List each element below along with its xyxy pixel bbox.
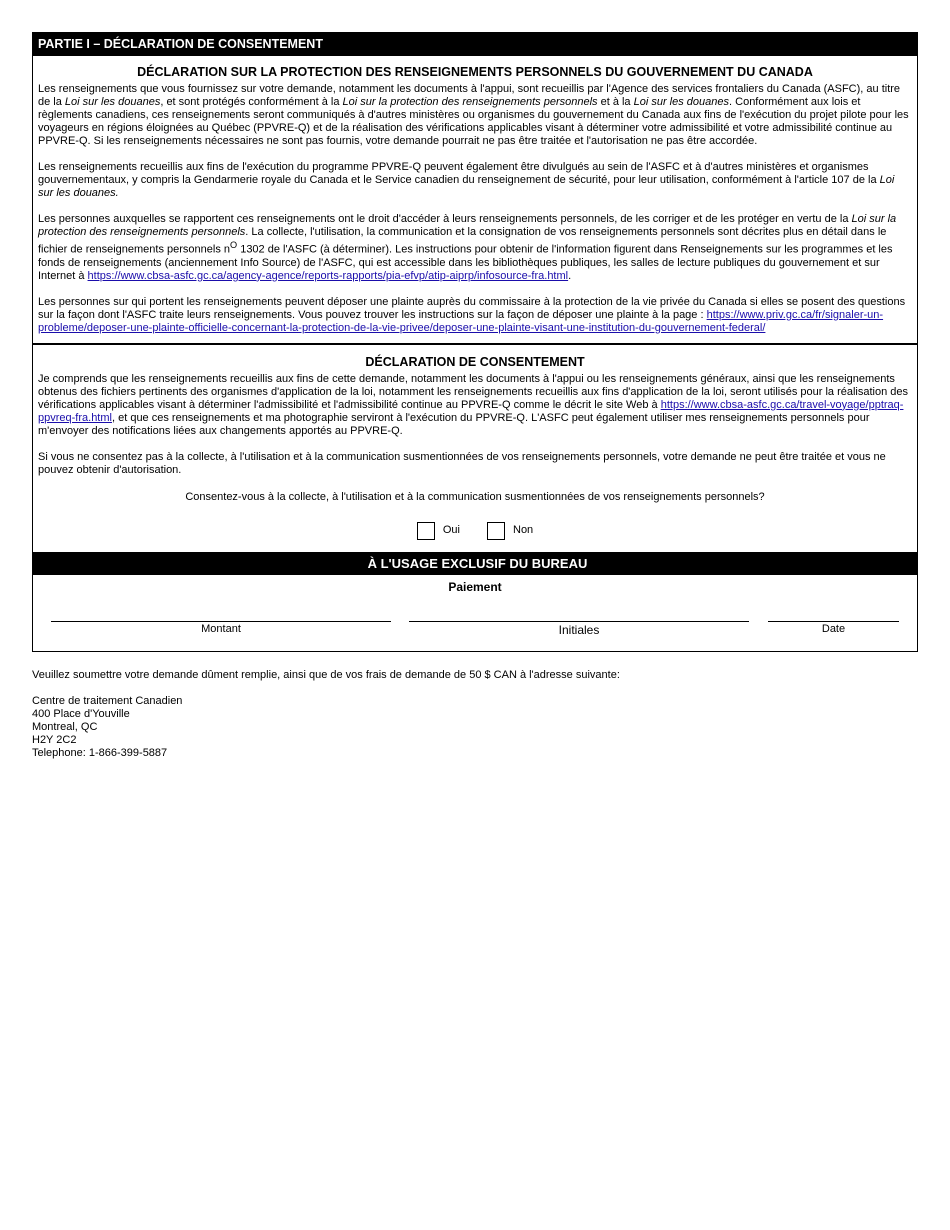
consent-no-checkbox[interactable] xyxy=(487,522,505,540)
privacy-paragraph-2: Les renseignements recueillis aux fins de l'exécution du programme PPVRE-Q peuvent également être divulgués au sein de l'ASFC et à d'autres ministères et organismes gouvernementaux, y compris la Gendarmerie royale du Canada et le Service canadien du renseignement de sécurité, pour leur utilisation, conformément à l'article 107 de la Loi sur les douanes. xyxy=(38,161,895,199)
initials-field[interactable] xyxy=(409,621,749,637)
consent-form xyxy=(32,32,918,652)
address-line: H2Y 2C2 xyxy=(32,734,77,746)
consent-title: DÉCLARATION DE CONSENTEMENT xyxy=(365,354,585,369)
initials-label: Initiales xyxy=(558,622,600,637)
date-field[interactable] xyxy=(768,621,899,635)
consent-paragraph-2: Si vous ne consentez pas à la collecte, à l'utilisation et à la communication susmentionnées de vos renseignements personnels, votre demande ne peut être traitée et vous ne pouvez obtenir d'autorisation. xyxy=(38,450,886,476)
consent-yes-label: Oui xyxy=(442,524,460,537)
consent-yes-option[interactable] xyxy=(417,522,460,540)
privacy-paragraph-4: Les personnes sur qui portent les renseignements peuvent déposer une plainte auprès du commissaire à la protection de la vie privée du Canada si elles se posent des questions sur la façon dont l'ASFC traite leurs renseignements. Vous pouvez trouver les instructions sur la façon de déposer une plainte à la page : https://www.priv.gc.ca/fr/signaler-un-probleme/deposer-une-plainte-officielle-concernant-la-protection-de-la-vie-privee/deposer-une-plainte-visant-une-institution-du-gouvernement-federal/ xyxy=(38,295,906,334)
office-section xyxy=(33,575,917,651)
section-header: PARTIE I – DÉCLARATION DE CONSENTEMENT xyxy=(33,33,917,56)
consent-no-option[interactable] xyxy=(487,522,533,540)
amount-label: Montant xyxy=(201,622,241,635)
submission-text: Veuillez soumettre votre demande dûment remplie, ainsi que de vos frais de demande de 50 $ CAN à l'adresse suivante: xyxy=(32,669,620,681)
program-link[interactable]: https://www.cbsa-asfc.gc.ca/travel-voyage/pptraq-ppvreq-fra.html xyxy=(38,398,904,424)
amount-field[interactable] xyxy=(51,621,391,635)
address-line: Centre de traitement Canadien xyxy=(32,695,183,707)
address-line: Telephone: 1-866-399-5887 xyxy=(32,747,168,759)
date-label: Date xyxy=(821,622,846,635)
consent-yes-checkbox[interactable] xyxy=(417,522,435,540)
payment-title: Paiement xyxy=(448,579,502,594)
consent-section xyxy=(33,345,917,552)
infosource-link[interactable]: https://www.cbsa-asfc.gc.ca/agency-agence/reports-rapports/pia-efvp/atip-aiprp/infosource-fra.html xyxy=(87,269,569,282)
privacy-paragraph-1: Les renseignements que vous fournissez sur votre demande, notamment les documents à l'appui, sont recueillis par l'Agence des services frontaliers du Canada (ASFC), au titre de la Loi sur les douanes, et sont protégés conformément à la Loi sur la protection des renseignements personnels et à la Loi sur les douanes. Conformément aux lois et règlements canadiens, ces renseignements seront communiqués à d'autres ministères ou organismes du gouvernement du Canada aux fins de l'exécution du projet pilote pour les voyageurs en régions éloignées au Québec (PPVRE-Q) et de la réalisation des vérifications applicables visant à déterminer votre admissibilité et votre admissibilité continue au PPVRE-Q. Si les renseignements nécessaires ne sont pas fournis, votre demande pourrait ne pas être traitée et l'autorisation ne pas être accordée. xyxy=(38,83,909,147)
address-line: Montreal, QC xyxy=(32,721,98,733)
privacy-section xyxy=(33,56,917,343)
office-header: À L'USAGE EXCLUSIF DU BUREAU xyxy=(33,552,917,575)
consent-choices xyxy=(38,522,912,544)
complaint-link[interactable]: https://www.priv.gc.ca/fr/signaler-un-probleme/deposer-une-plainte-officielle-concernant-la-protection-de-la-vie-privee/deposer-une-plainte-visant-une-institution-du-gouvernement-federal/ xyxy=(38,308,884,334)
privacy-title: DÉCLARATION SUR LA PROTECTION DES RENSEIGNEMENTS PERSONNELS DU GOUVERNEMENT DU CANADA xyxy=(137,65,813,79)
consent-paragraph-1: Je comprends que les renseignements recueillis aux fins de cette demande, notamment les documents à l'appui ou les renseignements généraux, ainsi que les renseignements obtenus des fichiers pertinents des organismes d'application de la loi, notamment les renseignements recueillis aux fins d'application de la loi, seront utilisés pour la réalisation des vérifications applicables visant à déterminer l'admissibilité et l'admissibilité continue au PPVRE-Q comme le décrit le site Web à https://www.cbsa-asfc.gc.ca/travel-voyage/pptraq-ppvreq-fra.html, et que ces renseignements et ma photographie serviront à l'exécution du PPVRE-Q. L'ASFC peut également utiliser mes renseignements personnels pour m'envoyer des notifications liées aux changements apportés au PPVRE-Q. xyxy=(38,372,909,437)
privacy-paragraph-3: Les personnes auxquelles se rapportent ces renseignements ont le droit d'accéder à leurs renseignements personnels, de les corriger et de les protéger en vertu de la Loi sur la protection des renseignements personnels. La collecte, l'utilisation, la communication et la consignation de vos renseignements personnels sont décrites plus en détail dans le fichier de renseignements personnels $n^O$ 1302 de l'ASFC (à déterminer). Les instructions pour obtenir de l'information figurent dans Renseignements sur les programmes et les fonds de renseignements (anciennement Info Source) de l'ASFC, qui est accessible dans les bibliothèques publiques, les salles de lecture publiques du gouvernement et sur Internet à https://www.cbsa-asfc.gc.ca/agency-agence/reports-rapports/pia-efvp/atip-aiprp/infosource-fra.html. xyxy=(38,213,897,282)
submission-instructions xyxy=(32,669,620,760)
address-line: 400 Place d'Youville xyxy=(32,708,130,720)
consent-question: Consentez-vous à la collecte, à l'utilisation et à la communication susmentionnées de vos renseignements personnels? xyxy=(185,490,765,503)
consent-no-label: Non xyxy=(513,524,534,537)
